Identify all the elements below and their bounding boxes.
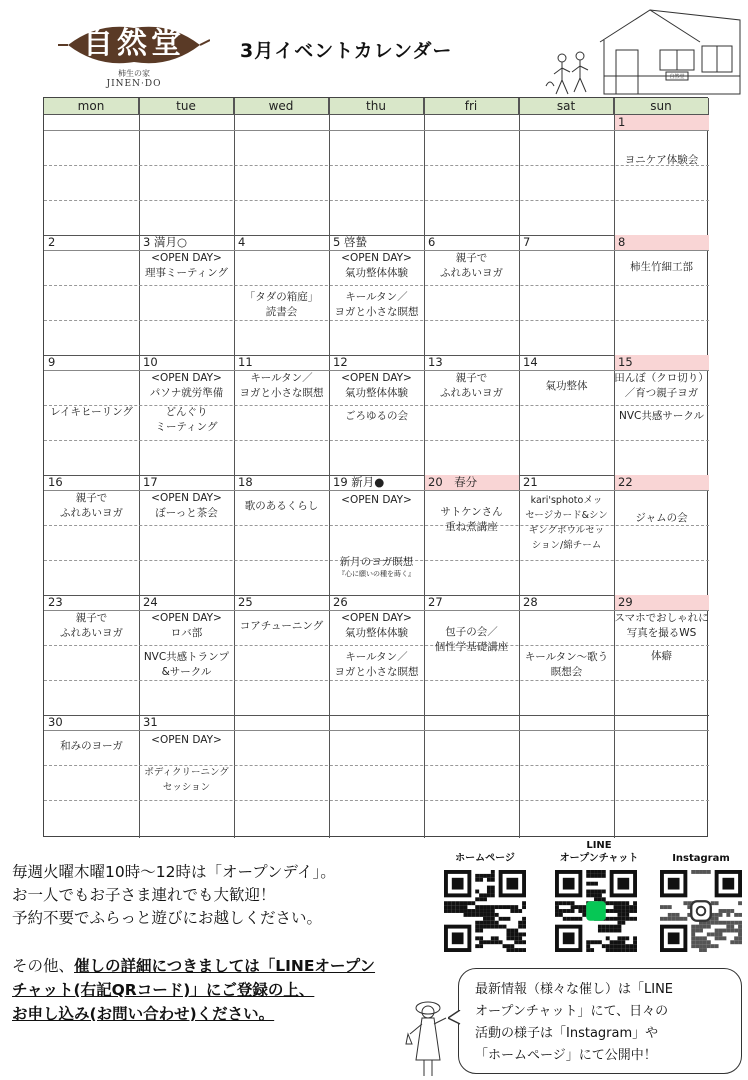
calendar-event: <OPEN DAY> 氣功整体体験 (341, 372, 412, 399)
calendar-event: どんぐり ミーティング (155, 406, 218, 433)
calendar-event: NVC共感サークル (618, 410, 705, 422)
calendar-event: 親子で ふれあいヨガ (60, 492, 123, 519)
date-cell: 16 (48, 475, 63, 489)
calendar-event: <OPEN DAY> 氣功整体体験 (341, 612, 412, 639)
date-cell: 31 (143, 715, 158, 729)
date-cell: 28 (523, 595, 538, 609)
slot-divider (44, 165, 709, 166)
calendar-event: キールタン／ ヨガと小さな瞑想 (239, 372, 324, 399)
date-cell: 8 (615, 235, 709, 250)
weekday-header-thu: thu (329, 98, 424, 115)
footer-bold: お申し込み(お問い合わせ)ください。 (12, 1005, 275, 1023)
footer-line-detail (12, 979, 314, 1002)
calendar-event: レイキヒーリング (50, 406, 133, 418)
date-cell (520, 115, 614, 130)
date-cell: 11 (238, 355, 253, 369)
footer-line: お一人でもお子さま連れでも大歓迎！ (12, 886, 276, 904)
calendar-event: コアチューニング (239, 620, 324, 632)
date-cell: 6 (428, 235, 436, 249)
date-cell: 17 (143, 475, 158, 489)
calendar-event: 和みのヨーガ (60, 740, 123, 752)
calendar-event: 歌のあるくらし (244, 500, 319, 512)
calendar-event: kari'sphotoメッ セージカード&シン ギングボウルセッ ション/綿チーム (525, 495, 608, 551)
calendar-event: <OPEN DAY> パソナ就労準備 (149, 372, 224, 399)
date-cell: 23 (48, 595, 63, 609)
calendar-event: ヨニケア体験会 (624, 154, 699, 166)
calendar-event: <OPEN DAY> (341, 494, 412, 506)
date-cell: 10 (143, 355, 158, 369)
footer-bold: 催しの詳細につきましては「LINEオープン (74, 957, 376, 975)
weekday-header-sat: sat (519, 98, 614, 115)
footer-line-detail (12, 955, 375, 978)
logo-subtitle: 柿生の家 (118, 69, 150, 78)
weekday-header-mon: mon (44, 98, 139, 115)
info-speech-bubble (458, 968, 742, 1074)
slot-divider (44, 440, 709, 441)
footer-bold: チャット(右記QRコード)」にご登録の上、 (12, 981, 315, 999)
qr-code-line[interactable] (555, 870, 637, 952)
date-cell: 13 (428, 355, 443, 369)
bubble-text: 最新情報（様々な催し）は「LINE オープンチャット」にて、日々の 活動の様子は「Instagram」や 「ホームページ」にて公開中！ (475, 982, 674, 1063)
calendar-event: NVC共感トランプ &サークル (143, 651, 230, 678)
calendar-event: スマホでおしゃれに 写真を撮るWS (614, 612, 709, 639)
footer-line: 予約不要でふらっと遊びにお越しください。 (12, 909, 323, 927)
calendar-event: 親子で ふれあいヨガ (60, 612, 123, 639)
slot-divider (44, 320, 709, 321)
qr-code-homepage[interactable] (444, 870, 526, 952)
slot-divider (44, 285, 709, 286)
calendar-event: 親子で ふれあいヨガ (440, 252, 503, 279)
date-cell: 4 (238, 235, 246, 249)
calendar-event: キールタン〜歌う 瞑想会 (524, 651, 609, 678)
date-cell (330, 115, 424, 130)
qr-label-line: LINE オープンチャット (559, 840, 639, 864)
date-cell (425, 115, 519, 130)
calendar-event: キールタン／ ヨガと小さな瞑想 (334, 291, 419, 318)
date-cell: 22 (615, 475, 709, 490)
date-row-divider (44, 730, 709, 731)
girl-illustration (398, 990, 458, 1080)
date-cell: 12 (333, 355, 348, 369)
date-cell (235, 115, 329, 130)
date-cell: 9 (48, 355, 56, 369)
calendar-event: 親子で ふれあいヨガ (440, 372, 503, 399)
logo-text: 自然堂 (83, 26, 185, 61)
calendar-event: <OPEN DAY> 氣功整体体験 (341, 252, 412, 279)
date-row-divider (44, 130, 709, 131)
calendar-event: サトケンさん 重ね煮講座 (440, 506, 503, 533)
logo-romaji: JINEN·DO (106, 79, 162, 89)
weekday-header-wed: wed (234, 98, 329, 115)
date-cell: 7 (523, 235, 531, 249)
calendar-event: <OPEN DAY> ロバ部 (151, 612, 222, 639)
calendar-event: キールタン／ ヨガと小さな瞑想 (334, 651, 419, 678)
date-cell: 27 (428, 595, 443, 609)
date-cell: 26 (333, 595, 348, 609)
calendar-event: 『心に願いの種を蒔く』 (338, 570, 415, 578)
slot-divider (44, 645, 709, 646)
date-cell: 21 (523, 475, 538, 489)
calendar-event: <OPEN DAY> (151, 734, 222, 746)
date-cell: 29 (615, 595, 709, 610)
date-cell: 30 (48, 715, 63, 729)
calendar-event: <OPEN DAY> 理事ミーティング (145, 252, 228, 279)
slot-divider (44, 800, 709, 801)
slot-divider (44, 680, 709, 681)
date-cell (615, 715, 709, 730)
logo (58, 22, 210, 102)
weekday-header-tue: tue (139, 98, 234, 115)
date-cell: 15 (615, 355, 709, 370)
weekday-header-sun: sun (614, 98, 709, 115)
house-illustration (540, 6, 745, 96)
date-cell (520, 715, 614, 730)
calendar-event: 氣功整体 (545, 380, 588, 392)
calendar-event: 田んぼ（クロ切り） ／育つ親子ヨガ (614, 372, 709, 399)
calendar-grid (43, 97, 708, 837)
date-cell: 25 (238, 595, 253, 609)
date-cell: 19 新月● (333, 475, 385, 489)
date-cell: 2 (48, 235, 56, 249)
calendar-event: 包子の会／ 個性学基礎講座 (434, 626, 509, 653)
svg-text:自然堂: 自然堂 (669, 74, 685, 80)
calendar-event: 新月のヨガ瞑想 (339, 556, 414, 568)
calendar-event: ボディクリーニング セッション (144, 767, 229, 793)
date-cell: 20 春分 (425, 475, 519, 490)
date-cell (330, 715, 424, 730)
calendar-event: 「タダの箱庭」 読書会 (244, 291, 319, 318)
date-cell: 14 (523, 355, 538, 369)
date-cell: 5 啓蟄 (333, 235, 367, 249)
qr-label-instagram: Instagram (672, 853, 730, 864)
date-cell: 18 (238, 475, 253, 489)
calendar-event: 柿生竹細工部 (630, 261, 693, 273)
calendar-event: ジャムの会 (635, 512, 688, 524)
footer-line-detail (12, 1003, 274, 1026)
qr-code-instagram[interactable] (660, 870, 742, 952)
qr-label-homepage: ホームページ (455, 853, 515, 864)
date-cell: 1 (615, 115, 709, 130)
calendar-event: <OPEN DAY> ぼーっと茶会 (151, 492, 222, 519)
footer-line: 毎週火曜木曜10時〜12時は「オープンデイ」。 (12, 863, 336, 881)
page-title: 3月イベントカレンダー (240, 40, 453, 62)
calendar-event: ごろゆるの会 (345, 410, 408, 422)
date-cell: 3 満月○ (143, 235, 188, 249)
date-cell (235, 715, 329, 730)
date-cell (140, 115, 234, 130)
footer-plain: その他、 (12, 957, 75, 975)
slot-divider (44, 200, 709, 201)
date-cell (45, 115, 139, 130)
date-cell (425, 715, 519, 730)
weekday-header-fri: fri (424, 98, 519, 115)
date-cell: 24 (143, 595, 158, 609)
calendar-event: 体癖 (651, 650, 672, 662)
